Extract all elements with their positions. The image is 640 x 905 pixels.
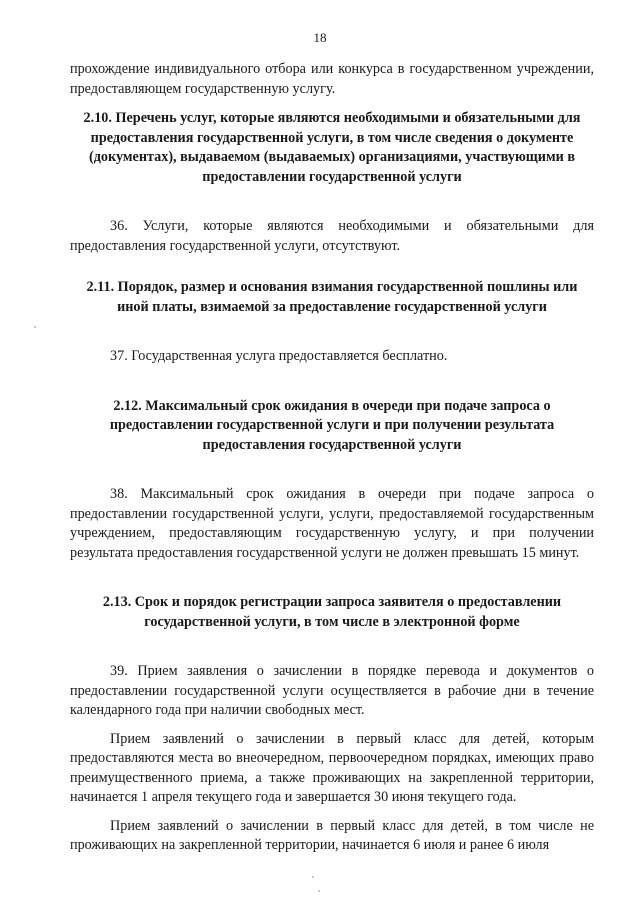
continuation-paragraph: прохождение индивидуального отбора или конкурса в государственном учреждении, предоставляющем государственную услугу. [70,61,594,97]
heading-2-13: 2.13. Срок и порядок регистрации запроса заявителя о предоставлении государственной услуги, в том числе в электронной форме [102,594,562,630]
heading-2-12: 2.12. Максимальный срок ожидания в очереди при подаче запроса о предоставлении государственной услуги и при получении результата предоставления государственной услуги [109,397,555,453]
document-body [70,60,594,856]
paragraph-36: 36. Услуги, которые являются необходимыми и обязательными для предоставления государственной услуги, отсутствуют. [70,218,594,254]
heading-2-11: 2.11. Порядок, размер и основания взимания государственной пошлины или иной платы, взимаемой за предоставление государственной услуги [86,279,578,315]
paragraph-39-other: Прием заявлений о зачислении в первый класс для детей, в том числе не проживающих на закрепленной территории, начинается 6 июля и ранее 6 июля [70,817,594,853]
scan-speck [34,326,36,328]
paragraph-39-first-class: Прием заявлений о зачислении в первый класс для детей, которым предоставляются места во внеочередном, первоочередном порядках, имеющих право преимущественного приема, а также проживающих на закрепленной территории, начинается 1 апреля текущего года и завершается 30 июня текущего года. [70,730,594,805]
scan-speck [312,876,314,878]
heading-2-10: 2.10. Перечень услуг, которые являются необходимыми и обязательными для предоставления государственной услуги, в том числе сведения о документе (документах), выдаваемом (выдаваемых) организациями, участвующими в предоставлении государственной услуги [83,110,581,185]
paragraph-38: 38. Максимальный срок ожидания в очереди при подаче запроса о предоставлении государственной услуги, услуги, предоставляемой государственным учреждением, предоставляющим государственную услугу, и при получении результата предоставления государственной услуги не должен превышать 15 минут. [70,486,594,561]
page-number: 18 [313,30,327,45]
paragraph-39: 39. Прием заявления о зачислении в порядке перевода и документов о предоставлении государственной услуги осуществляется в рабочие дни в течение календарного года при наличии свободных мест. [70,663,594,718]
paragraph-37: 37. Государственная услуга предоставляется бесплатно. [110,348,448,364]
scan-speck [318,890,320,892]
